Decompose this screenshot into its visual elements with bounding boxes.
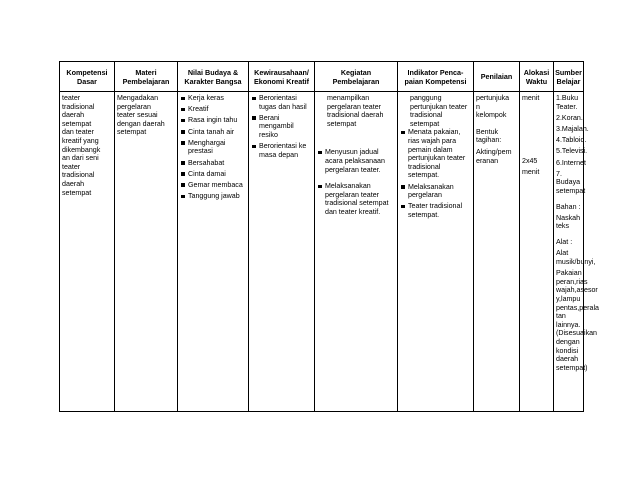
text-line: Mengadakan <box>117 94 159 102</box>
cell-kegiatan <box>315 92 398 412</box>
cell-materi <box>115 92 178 412</box>
header-alokasi: Alokasi Waktu <box>520 62 554 92</box>
list-item: Bersahabat <box>180 159 246 168</box>
list-item: Melaksanakan pergelaran teater tradisional setempat dan teater kreatif. <box>317 182 395 216</box>
header-materi: Materi Pembelajaran <box>115 62 178 92</box>
cell-sumber <box>554 92 599 412</box>
cell-kewirausahaan <box>249 92 315 412</box>
list-item: Berorientasi tugas dan hasil <box>251 94 312 111</box>
text-line: Pakaian peran,rias wajah,asesor y,lampu pentas,perala tan lainnya. (Disesuaikan dengan kondisi daerah setempat) <box>556 269 599 372</box>
text-line: pergelaran <box>117 102 151 111</box>
header-indikator: Indikator Penca- paian Kompetensi <box>398 62 474 92</box>
header-sumber: Sumber Belajar <box>554 62 584 92</box>
cell-penilaian <box>474 92 520 412</box>
list-item: Teater tradisional setempat. <box>400 202 471 219</box>
text-line: Bahan : <box>556 202 581 211</box>
list-item: Cinta damai <box>180 170 246 179</box>
text-line: daerah <box>62 179 85 188</box>
text-line: n <box>476 102 480 111</box>
text-line: 2x45 <box>522 156 538 165</box>
list-item: Rasa ingin tahu <box>180 116 246 125</box>
list-item: Gemar membaca <box>180 181 246 190</box>
text-block: menampilkan pergelaran teater tradisional daerah setempat <box>327 94 384 128</box>
text-line: menit <box>522 94 540 102</box>
header-penilaian: Penilaian <box>474 62 520 92</box>
text-line: kreatif yang <box>62 136 99 145</box>
text-line: Bentuk <box>476 127 499 136</box>
header-row <box>60 62 584 92</box>
text-line: 6.Internet <box>556 158 586 167</box>
text-line: tradisional <box>62 171 95 180</box>
text-line: 1.Buku Teater. <box>556 94 579 111</box>
header-kompetensi-dasar: Kompetensi Dasar <box>60 62 115 92</box>
text-line: tradisional <box>62 102 95 111</box>
cell-nilai-budaya <box>178 92 249 412</box>
header-kewirausahaan: Kewirausahaan/ Ekonomi Kreatif <box>249 62 315 92</box>
text-line: eranan <box>476 156 499 165</box>
header-nilai-budaya: Nilai Budaya & Karakter Bangsa <box>178 62 249 92</box>
text-line: 5.Televisi. <box>556 147 588 156</box>
list-item: Cinta tanah air <box>180 128 246 137</box>
list-item: Kerja keras <box>180 94 246 103</box>
text-line: Akting/pem <box>476 147 512 156</box>
list-item: Menghargai prestasi <box>180 139 246 156</box>
text-line: pertunjuka <box>476 94 510 102</box>
text-line: teater sesuai <box>117 111 158 120</box>
text-line: 4.Tabloid. <box>556 136 587 145</box>
text-line: setempat <box>62 188 92 197</box>
text-line: Alat : <box>556 238 573 247</box>
text-line: Naskah teks <box>556 213 581 231</box>
cell-kompetensi-dasar <box>60 92 115 412</box>
text-line: 3.Majalah. <box>556 124 589 133</box>
text-line: setempat <box>62 119 92 128</box>
list-item: Berorientasi ke masa depan <box>251 142 312 159</box>
text-line: dengan daerah <box>117 119 165 128</box>
cell-alokasi <box>520 92 554 412</box>
text-line: 2.Koran. <box>556 113 583 122</box>
text-line: dan teater <box>62 128 94 137</box>
text-block: panggung pertunjukan teater tradisional setempat <box>410 94 468 128</box>
text-line: teater <box>62 94 81 102</box>
text-line: Alat musik/bunyi, <box>556 249 596 267</box>
header-kegiatan: Kegiatan Pembelajaran <box>315 62 398 92</box>
text-line: menit <box>522 168 540 177</box>
list-item: Menyusun jadual acara pelaksanaan pergelaran teater. <box>317 148 395 174</box>
text-line: dikembangk <box>62 145 101 154</box>
text-line: teater <box>62 162 81 171</box>
cell-indikator <box>398 92 474 412</box>
text-line: kelompok <box>476 111 507 120</box>
table-row <box>60 92 584 412</box>
text-line: tagihan: <box>476 136 502 145</box>
text-line: setempat <box>117 128 147 137</box>
syllabus-table <box>59 61 599 412</box>
text-line: daerah <box>62 111 85 120</box>
text-line: 7. Budaya setempat <box>556 169 586 195</box>
list-item: Kreatif <box>180 105 246 114</box>
text-line: an dari seni <box>62 154 99 163</box>
list-item: Berani mengambil resiko <box>251 114 312 140</box>
list-item: Menata pakaian, rias wajah para pemain dalam pertunjukan teater tradisional setempat. <box>400 128 471 180</box>
list-item: Melaksanakan pergelaran <box>400 183 471 200</box>
list-item: Tanggung jawab <box>180 192 246 201</box>
